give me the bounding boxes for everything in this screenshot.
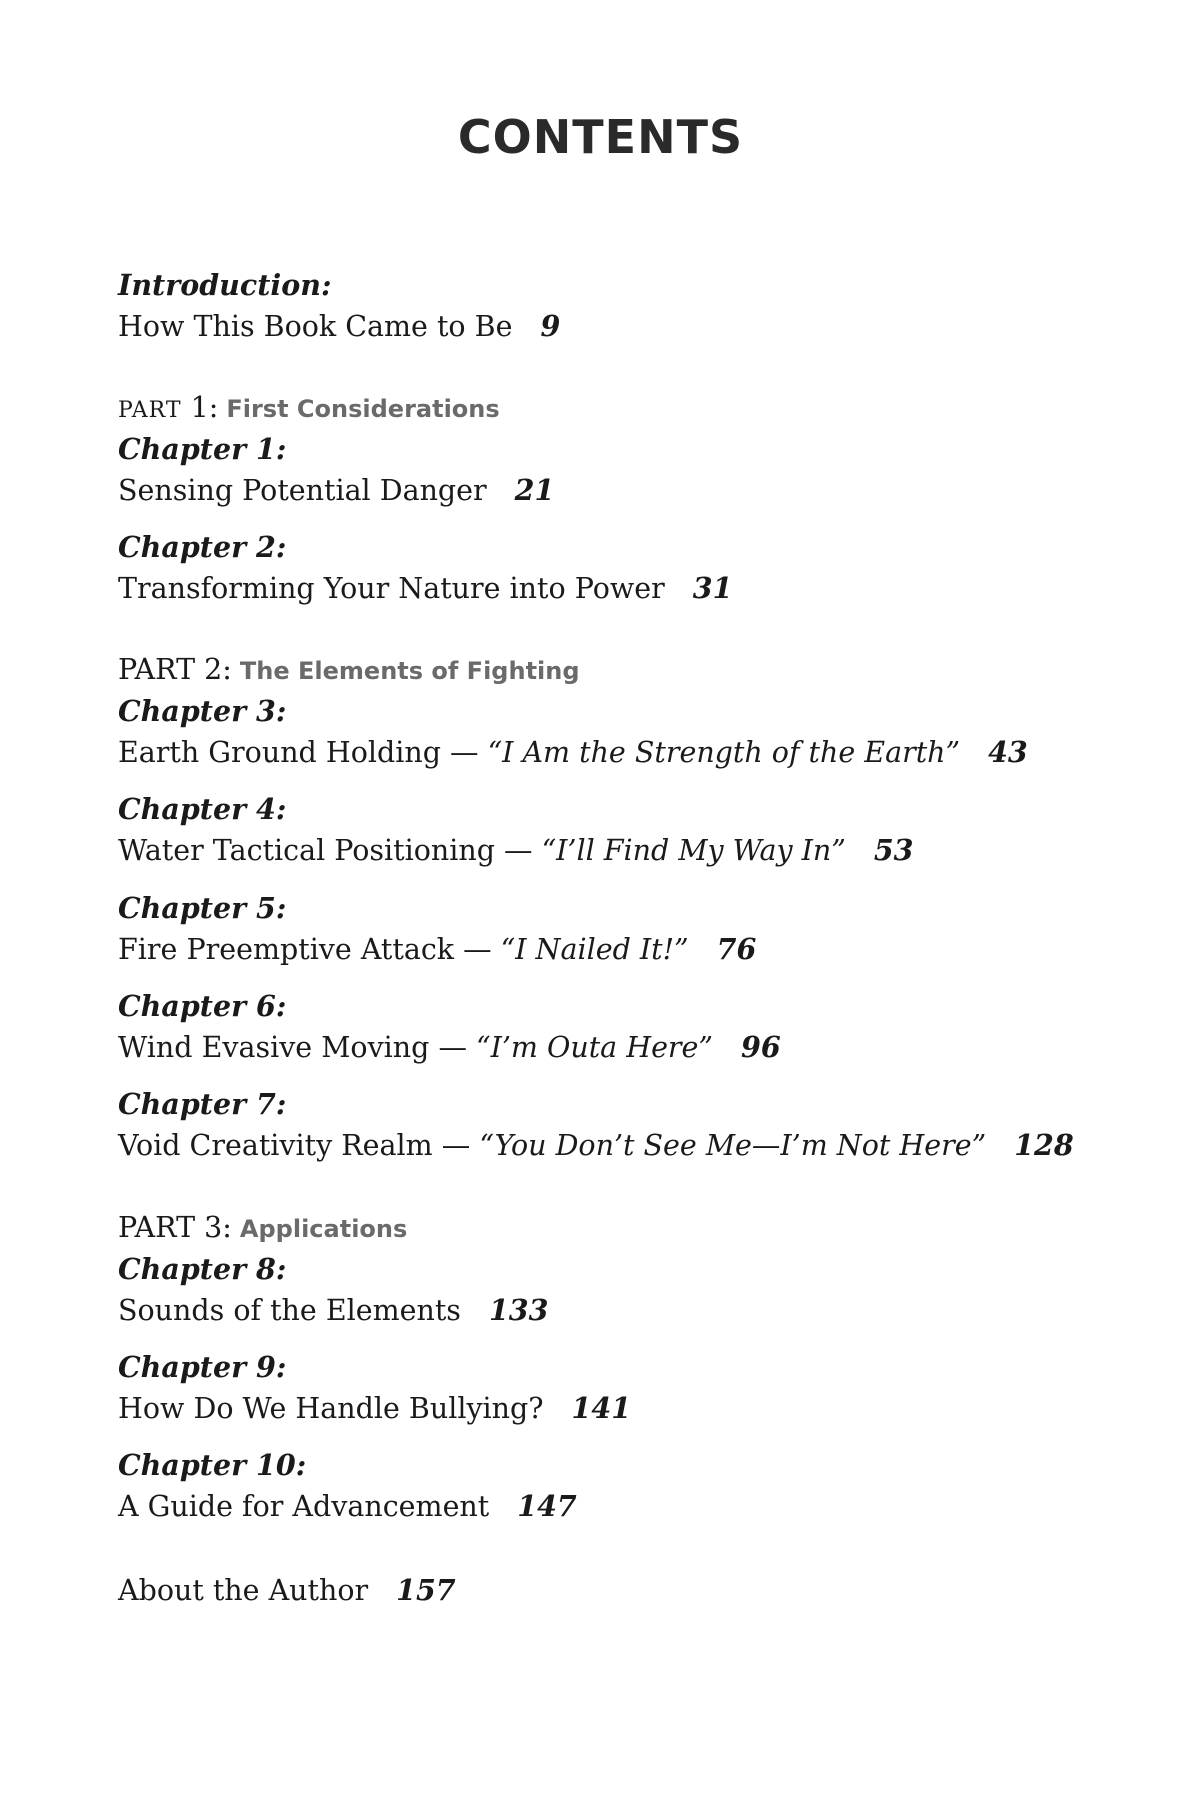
chapter-8-label: Chapter 8: [118,1252,287,1286]
chapter-6-entry: Wind Evasive Moving — “I’m Outa Here” 96 [118,1030,781,1064]
part-2-heading: PART 2: The Elements of Fighting [118,653,580,686]
chapter-10-entry: A Guide for Advancement 147 [118,1489,577,1523]
intro-entry: How This Book Came to Be 9 [118,309,561,343]
chapter-2-label: Chapter 2: [118,530,287,564]
chapter-9-entry: How Do We Handle Bullying? 141 [118,1391,632,1425]
chapter-9-label: Chapter 9: [118,1350,287,1384]
chapter-7-label: Chapter 7: [118,1087,287,1121]
chapter-1-entry: Sensing Potential Danger 21 [118,473,555,507]
chapter-1-label: Chapter 1: [118,432,287,466]
chapter-3-label: Chapter 3: [118,694,287,728]
chapter-5-label: Chapter 5: [118,891,287,925]
part-3-heading: PART 3: Applications [118,1211,408,1244]
chapter-4-entry: Water Tactical Positioning — “I’ll Find My Way In” 53 [118,833,914,867]
chapter-4-label: Chapter 4: [118,792,287,826]
chapter-3-entry: Earth Ground Holding — “I Am the Strength of the Earth” 43 [118,735,1028,769]
part-1-heading: PART 1: First Considerations [118,391,500,424]
intro-label: Introduction: [118,268,332,302]
page-title: CONTENTS [457,110,744,164]
chapter-8-entry: Sounds of the Elements 133 [118,1293,549,1327]
about-entry: About the Author 157 [118,1573,456,1607]
chapter-6-label: Chapter 6: [118,989,287,1023]
chapter-7-entry: Void Creativity Realm — “You Don’t See Me—I’m Not Here” 128 [118,1128,1074,1162]
chapter-10-label: Chapter 10: [118,1448,307,1482]
chapter-5-entry: Fire Preemptive Attack — “I Nailed It!” 76 [118,932,757,966]
chapter-2-entry: Transforming Your Nature into Power 31 [118,571,733,605]
